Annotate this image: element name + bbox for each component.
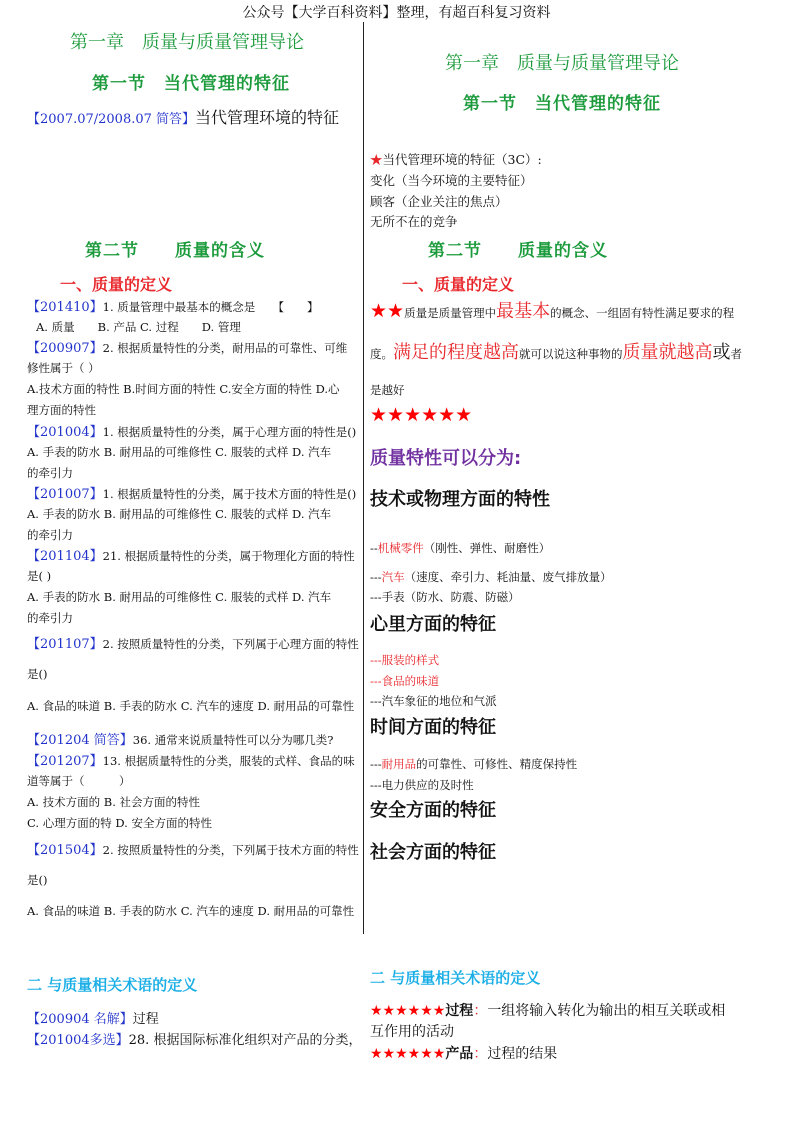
question-text: 36. 通常来说质量特性可以分为哪几类? <box>132 733 334 747</box>
question-text: A. 手表的防水 B. 耐用品的可维修性 C. 服装的式样 D. 汽车 <box>27 590 332 604</box>
question-text: 理方面的特性 <box>27 403 96 417</box>
definition-line-2 <box>370 342 742 364</box>
characteristic-item <box>370 542 550 556</box>
item-p: --- <box>370 778 382 792</box>
right-chapter-title: 第一章 质量与质量管理导论 <box>445 53 679 74</box>
social-heading: 社会方面的特征 <box>370 842 496 863</box>
question-line-first <box>27 843 359 859</box>
classify-heading: 质量特性可以分为: <box>370 448 522 469</box>
question-line-first <box>27 425 356 441</box>
question-tag: 【201107】 <box>27 637 103 652</box>
question-text: C. 心理方面的特 D. 安全方面的特性 <box>27 816 212 830</box>
question-text: 是( ) <box>27 569 52 583</box>
question-text: 是() <box>27 873 48 887</box>
right-section2-title: 第二节 质量的含义 <box>428 241 608 261</box>
question-text: 2. 按照质量特性的分类，下列属于心理方面的特性 <box>102 637 359 651</box>
env-line-2: 顾客（企业关注的焦点） <box>370 194 508 209</box>
def-text: 或 <box>712 342 731 363</box>
question-text: 的牵引力 <box>27 466 73 480</box>
item-p: --- <box>370 757 382 771</box>
item-t: （刚性、弹性、耐磨性） <box>423 541 551 555</box>
question-line <box>27 362 100 376</box>
question-tag: 【201104】 <box>27 549 103 564</box>
item-r: 耐用品 <box>381 757 417 771</box>
def-text: 度。 <box>370 347 393 361</box>
right-section1-title: 第一节 当代管理的特征 <box>463 94 661 114</box>
question-line-first <box>27 487 356 503</box>
item-p: --- <box>370 590 382 604</box>
question-text: 的牵引力 <box>27 611 73 625</box>
question-line-first <box>27 754 355 770</box>
question-text: A. 食品的味道 B. 手表的防水 C. 汽车的速度 D. 耐用品的可靠性 <box>27 699 355 713</box>
star-rating-icon: ★★★★★★ <box>370 1046 446 1062</box>
item-p: -- <box>370 541 378 555</box>
question-line-first <box>27 637 359 653</box>
item-r: 机械零件 <box>377 541 424 555</box>
time-heading: 时间方面的特征 <box>370 717 496 738</box>
tech-heading: 技术或物理方面的特性 <box>370 489 550 510</box>
question-line <box>27 775 131 789</box>
question-line-first <box>27 341 347 357</box>
left-chapter-title: 第一章 质量与质量管理导论 <box>70 32 304 53</box>
psych-item: ---汽车象征的地位和气派 <box>370 694 497 708</box>
term-def: 一组将输入转化为输出的相互关联或相 <box>487 1003 726 1019</box>
left-section2-title: 第二节 质量的含义 <box>85 241 265 261</box>
def-text: 质量是质量管理中 <box>404 306 497 320</box>
env-line-0 <box>370 152 542 167</box>
question-text: A. 食品的味道 B. 手表的防水 C. 汽车的速度 D. 耐用品的可靠性 <box>27 904 355 918</box>
question-line-first <box>27 733 333 749</box>
question-line <box>27 383 340 397</box>
question-text: 道等属于（ ） <box>27 774 131 788</box>
question-tag: 【201004多选】 <box>27 1033 129 1048</box>
item-r: 汽车 <box>381 570 405 584</box>
left-q11 <box>27 1033 361 1049</box>
question-tag: 【200907】 <box>27 341 103 356</box>
question-line <box>27 612 73 626</box>
page-header: 公众号【大学百科资料】整理，有超百科复习资料 <box>242 5 551 21</box>
def-text: 的概念、一组固有特性满足要求的程 <box>550 306 735 320</box>
question-line <box>27 668 47 682</box>
star-icon: ★ <box>370 152 383 167</box>
question-text: 2. 根据质量特性的分类，耐用品的可靠性、可维 <box>102 341 348 355</box>
term-def: 过程的结果 <box>487 1046 558 1062</box>
question-line <box>27 796 200 810</box>
question-text: A. 手表的防水 B. 耐用品的可维修性 C. 服装的式样 D. 汽车 <box>27 445 332 459</box>
def-highlight: 质量就越高 <box>622 342 713 363</box>
question-text: 修性属于（ ） <box>27 361 100 375</box>
question-text: 1. 质量管理中最基本的概念是 【 】 <box>102 300 319 314</box>
question-text: 13. 根据质量特性的分类，服装的式样、食品的味 <box>102 754 355 768</box>
term-colon: ： <box>473 1046 488 1062</box>
def-text: 者 <box>730 347 742 361</box>
item-t: 电力供应的及时性 <box>381 778 474 792</box>
question-text: 当代管理环境的特征 <box>195 108 340 127</box>
question-tag: 【201410】 <box>27 300 103 315</box>
question-text: A. 质量 B. 产品 C. 过程 D. 管理 <box>36 320 241 334</box>
item-t: 的可靠性、可修性、精度保持性 <box>416 757 578 771</box>
term-colon: ： <box>473 1003 488 1019</box>
question-text: 过程 <box>132 1012 159 1027</box>
question-tag: 【201007】 <box>27 487 103 502</box>
question-line <box>27 508 331 522</box>
right-subheading-quality-definition: 一、质量的定义 <box>402 275 515 294</box>
def-highlight: 满足的程度越高 <box>393 342 519 363</box>
question-line-first <box>27 300 319 316</box>
characteristic-item <box>370 591 520 605</box>
question-text: A. 技术方面的 B. 社会方面的特性 <box>27 795 201 809</box>
psych-heading: 心里方面的特征 <box>370 614 496 635</box>
psych-item: ---食品的味道 <box>370 674 440 688</box>
term-name: 产品 <box>445 1046 474 1062</box>
definition-line-3: 是越好 <box>370 383 405 397</box>
question-line-first <box>27 549 355 565</box>
question-text: 1. 根据质量特性的分类，属于技术方面的特性是() <box>102 487 357 501</box>
question-text: 28. 根据国际标准化组织对产品的分类， <box>128 1033 362 1048</box>
six-star-rating-icon: ★★★★★★ <box>370 404 473 426</box>
def-highlight: 最基本 <box>496 301 551 322</box>
env-line-1: 变化（当今环境的主要特征） <box>370 173 533 188</box>
question-tag: 【201204 简答】 <box>27 733 133 748</box>
question-text: 2. 按照质量特性的分类，下列属于技术方面的特性 <box>102 843 359 857</box>
left-q0 <box>27 108 339 128</box>
question-tag: 【201207】 <box>27 754 103 769</box>
question-line <box>27 874 47 888</box>
item-t: （速度、牵引力、耗油量、废气排放量） <box>404 570 612 584</box>
item-t: 手表（防水、防震、防磁） <box>381 590 520 604</box>
term-process-cont: 互作用的活动 <box>370 1024 454 1040</box>
safety-heading: 安全方面的特征 <box>370 800 496 821</box>
characteristic-item <box>370 758 577 772</box>
question-line <box>27 467 73 481</box>
question-line <box>27 700 354 714</box>
psych-item: ---服装的样式 <box>370 653 440 667</box>
question-tag: 【2007.07/2008.07 简答】 <box>27 112 196 127</box>
question-tag: 【201504】 <box>27 843 103 858</box>
column-divider <box>363 22 364 934</box>
env-text: 当代管理环境的特征（3C）: <box>382 152 542 167</box>
question-text: 21. 根据质量特性的分类，属于物理化方面的特性 <box>102 549 355 563</box>
question-text: A. 手表的防水 B. 耐用品的可维修性 C. 服装的式样 D. 汽车 <box>27 507 332 521</box>
star-rating-icon: ★★★★★★ <box>370 1003 446 1019</box>
question-text: 的牵引力 <box>27 528 73 542</box>
question-line <box>27 905 354 919</box>
term-product <box>370 1046 557 1063</box>
question-line <box>27 446 331 460</box>
characteristic-item <box>370 779 474 793</box>
question-line <box>27 817 212 831</box>
term-name: 过程 <box>445 1003 474 1019</box>
left-subheading-quality-definition: 一、质量的定义 <box>60 275 173 294</box>
definition-line-1 <box>370 300 734 323</box>
left-q10 <box>27 1012 159 1028</box>
question-line <box>27 529 73 543</box>
question-tag: 【200904 名解】 <box>27 1012 133 1027</box>
item-p: --- <box>370 570 382 584</box>
question-line <box>27 591 331 605</box>
left-subheading-terms: 二 与质量相关术语的定义 <box>27 976 198 994</box>
star-rating-icon: ★★ <box>370 300 405 322</box>
question-text: A.技术方面的特性 B.时间方面的特性 C.安全方面的特性 D.心 <box>27 382 340 396</box>
right-subheading-terms: 二 与质量相关术语的定义 <box>370 969 541 987</box>
question-line <box>27 570 51 584</box>
def-text: 就可以说这种事物的 <box>519 347 623 361</box>
question-tag: 【201004】 <box>27 425 103 440</box>
characteristic-item <box>370 571 612 585</box>
question-line <box>27 404 96 418</box>
question-line <box>36 321 241 335</box>
left-section1-title: 第一节 当代管理的特征 <box>92 74 290 94</box>
term-process <box>370 1003 725 1020</box>
env-line-3: 无所不在的竞争 <box>370 214 458 229</box>
question-text: 是() <box>27 667 48 681</box>
question-text: 1. 根据质量特性的分类，属于心理方面的特性是() <box>102 425 357 439</box>
